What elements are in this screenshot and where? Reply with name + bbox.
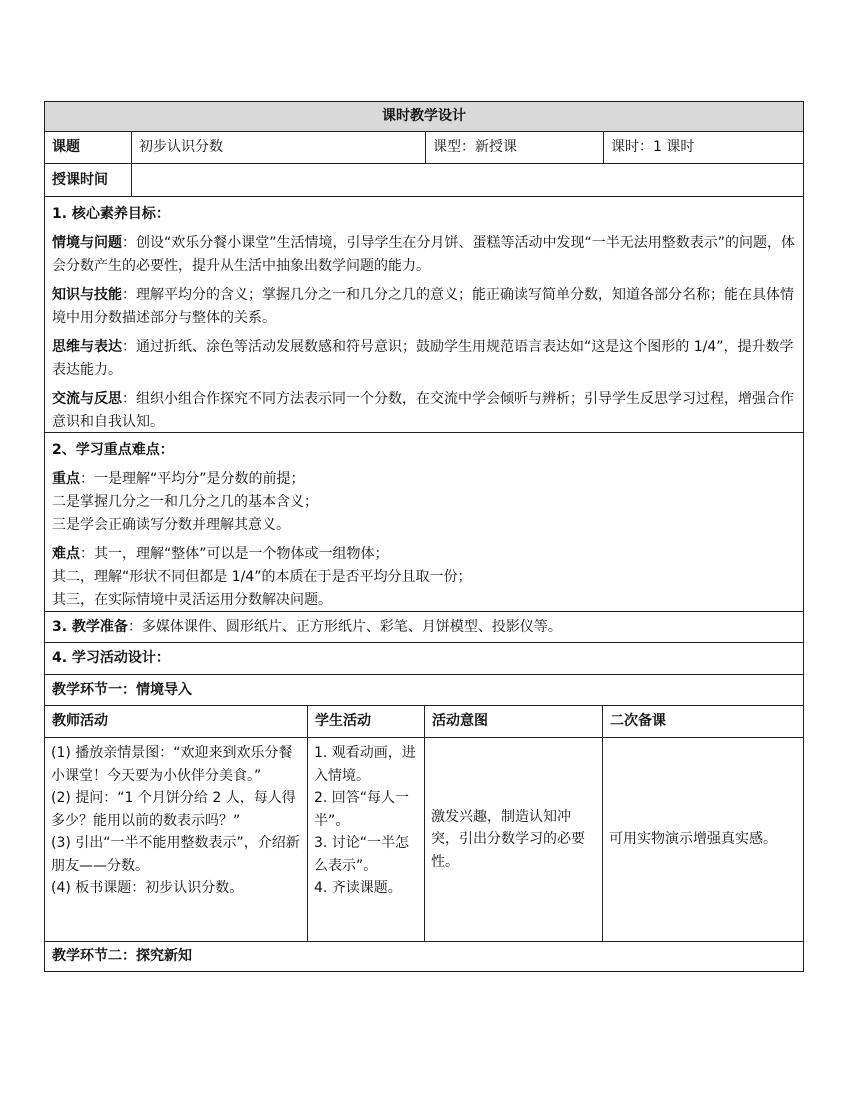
section4-heading: 4. 学习活动设计：	[44, 642, 804, 675]
goal-item	[52, 232, 796, 278]
time-label: 授课时间	[44, 163, 132, 197]
topic-value: 初步认识分数	[131, 131, 426, 164]
col-student: 学生活动	[307, 705, 425, 738]
goal-item	[52, 388, 796, 433]
difficulty-line: 其二，理解“形状不同但都是 1/4”的本质在于是否平均分且取一份；	[52, 569, 472, 585]
activity-intent	[424, 737, 603, 942]
teacher-activity: (1) 播放亲情景图：“欢迎来到欢乐分餐小课堂！今天要为小伙伴分美食。” (2) 提问：“1 个月饼分给 2 人，每人得多少？能用以前的数表示吗？” (3) 引出“一半不能用整数表示”，介绍新朋友——分数。 (4) 板书课题：初步认识分数。	[44, 737, 308, 942]
difficulty-label: 难点	[52, 546, 80, 562]
stage1-heading: 教学环节一：情境导入	[44, 674, 804, 706]
key-label: 重点	[52, 471, 80, 487]
section2-heading: 2、学习重点难点：	[52, 442, 174, 458]
key-line: 二是掌握几分之一和几分之几的基本含义；	[52, 494, 318, 510]
goal-label: 知识与技能	[52, 287, 122, 303]
section-core-goals	[44, 196, 804, 433]
document-title	[44, 101, 804, 132]
topic-label: 课题	[44, 131, 132, 164]
difficulty-text: ：其一，理解“整体”可以是一个物体或一组物体；	[80, 546, 389, 562]
second-prep-notes	[602, 737, 804, 942]
key-line: 三是学会正确读写分数并理解其意义。	[52, 517, 290, 533]
goal-label: 思维与表达	[52, 339, 122, 355]
col-intent: 活动意图	[424, 705, 603, 738]
intent-text: 激发兴趣，制造认知冲突，引出分数学习的必要性。	[431, 808, 585, 870]
goal-text: ：通过折纸、涂色等活动发展数感和符号意识；鼓励学生用规范语言表达如“这是这个图形的 1/4”，提升数学表达能力。	[52, 339, 794, 378]
lesson-hours: 课时：1 课时	[603, 131, 804, 164]
preparation-label: 3. 教学准备	[52, 618, 128, 635]
goal-item	[52, 336, 796, 382]
notes-text: 可用实物演示增强真实感。	[609, 831, 777, 848]
lesson-type: 课型：新授课	[425, 131, 604, 164]
time-value[interactable]	[131, 163, 804, 197]
col-teacher: 教师活动	[44, 705, 308, 738]
goal-item	[52, 284, 796, 330]
difficulty-line	[52, 543, 796, 566]
key-line	[52, 468, 796, 491]
goal-text: ：理解平均分的含义；掌握几分之一和几分之几的意义；能正确读写简单分数，知道各部分名称；能在具体情境中用分数描述部分与整体的关系。	[52, 287, 794, 326]
section-key-points	[44, 432, 804, 612]
student-activity: 1. 观看动画，进入情境。 2. 回答“每人一半”。 3. 讨论“一半怎么表示”。 4. 齐读课题。	[307, 737, 425, 942]
preparation-text: ：多媒体课件、圆形纸片、正方形纸片、彩笔、月饼模型、投影仪等。	[127, 618, 562, 635]
stage2-heading: 教学环节二：探究新知	[44, 941, 804, 972]
section-preparation	[44, 611, 804, 643]
goal-text: ：组织小组合作探究不同方法表示同一个分数，在交流中学会倾听与辨析；引导学生反思学习过程，增强合作意识和自我认知。	[52, 391, 794, 430]
key-text: ：一是理解“平均分”是分数的前提；	[80, 471, 305, 487]
col-notes: 二次备课	[602, 705, 804, 738]
goal-label: 情境与问题	[52, 235, 122, 251]
goal-label: 交流与反思	[52, 391, 122, 407]
goal-text: ：创设“欢乐分餐小课堂”生活情境，引导学生在分月饼、蛋糕等活动中发现“一半无法用整数表示”的问题，体会分数产生的必要性，提升从生活中抽象出数学问题的能力。	[52, 235, 796, 274]
section1-heading: 1. 核心素养目标：	[52, 206, 170, 222]
difficulty-line: 其三，在实际情境中灵活运用分数解决问题。	[52, 592, 332, 608]
title-text: 课时教学设计	[382, 108, 466, 124]
